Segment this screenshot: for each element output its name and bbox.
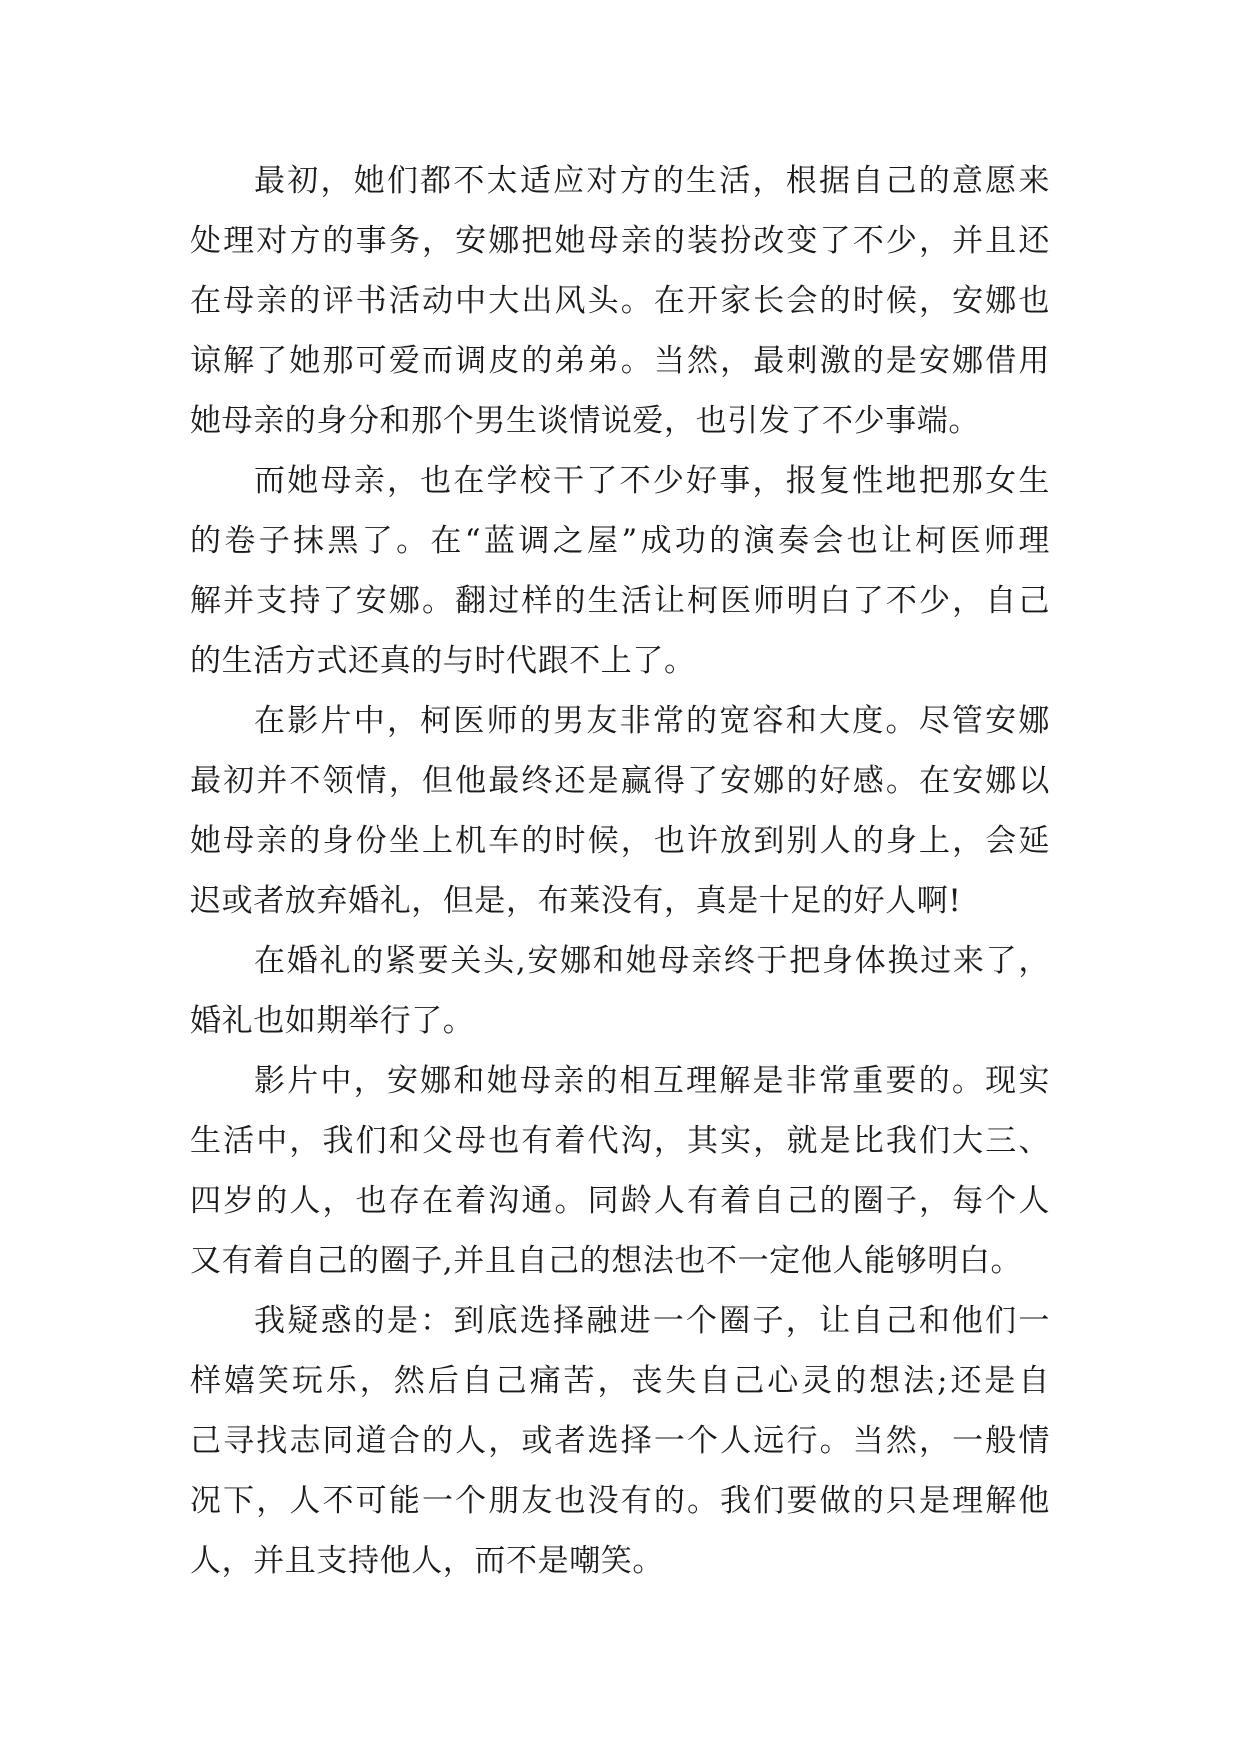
paragraph-3-line-4: 迟或者放弃婚礼，但是，布莱没有，真是十足的好人啊! — [190, 883, 962, 919]
paragraph-2-line-2: 的卷子抹黑了。在“蓝调之屋”成功的演奏会也让柯医师理 — [190, 523, 1050, 559]
paragraph-5-line-4: 又有着自己的圈子,并且自己的想法也不一定他人能够明白。 — [190, 1243, 1023, 1279]
document-body — [190, 151, 1050, 1591]
paragraph-3-line-2: 最初并不领情，但他最终还是赢得了安娜的好感。在安娜以 — [190, 763, 1050, 799]
paragraph-3-line-1: 在影片中，柯医师的男友非常的宽容和大度。尽管安娜 — [254, 703, 1050, 739]
paragraph-6-line-3: 己寻找志同道合的人，或者选择一个人远行。当然，一般情 — [190, 1423, 1050, 1459]
paragraph-4-line-2: 婚礼也如期举行了。 — [190, 1003, 475, 1039]
paragraph-1-line-3: 在母亲的评书活动中大出风头。在开家长会的时候，安娜也 — [190, 283, 1050, 319]
paragraph-2-line-3: 解并支持了安娜。翻过样的生活让柯医师明白了不少，自己 — [190, 583, 1050, 619]
paragraph-6-line-2: 样嬉笑玩乐，然后自己痛苦，丧失自己心灵的想法;还是自 — [190, 1363, 1050, 1399]
paragraph-6-line-1: 我疑惑的是：到底选择融进一个圈子，让自己和他们一 — [254, 1303, 1050, 1339]
paragraph-1-line-2: 处理对方的事务，安娜把她母亲的装扮改变了不少，并且还 — [190, 223, 1050, 259]
paragraph-1-line-4: 谅解了她那可爱而调皮的弟弟。当然，最刺激的是安娜借用 — [190, 343, 1050, 379]
paragraph-1-line-1: 最初，她们都不太适应对方的生活，根据自己的意愿来 — [254, 163, 1050, 199]
paragraph-6-line-5: 人，并且支持他人，而不是嘲笑。 — [190, 1543, 664, 1579]
paragraph-2-line-4: 的生活方式还真的与时代跟不上了。 — [190, 643, 696, 679]
paragraph-2-line-1: 而她母亲，也在学校干了不少好事，报复性地把那女生 — [254, 463, 1050, 499]
paragraph-4-line-1: 在婚礼的紧要关头,安娜和她母亲终于把身体换过来了， — [254, 943, 1050, 979]
paragraph-5-line-1: 影片中，安娜和她母亲的相互理解是非常重要的。现实 — [254, 1063, 1050, 1099]
paragraph-3-line-3: 她母亲的身份坐上机车的时候，也许放到别人的身上，会延 — [190, 823, 1050, 859]
paragraph-6-line-4: 况下，人不可能一个朋友也没有的。我们要做的只是理解他 — [190, 1483, 1050, 1519]
paragraph-1-line-5: 她母亲的身分和那个男生谈情说爱，也引发了不少事端。 — [190, 403, 980, 439]
paragraph-5-line-3: 四岁的人，也存在着沟通。同龄人有着自己的圈子，每个人 — [190, 1183, 1050, 1219]
paragraph-5-line-2: 生活中，我们和父母也有着代沟，其实，就是比我们大三、 — [190, 1123, 1050, 1159]
